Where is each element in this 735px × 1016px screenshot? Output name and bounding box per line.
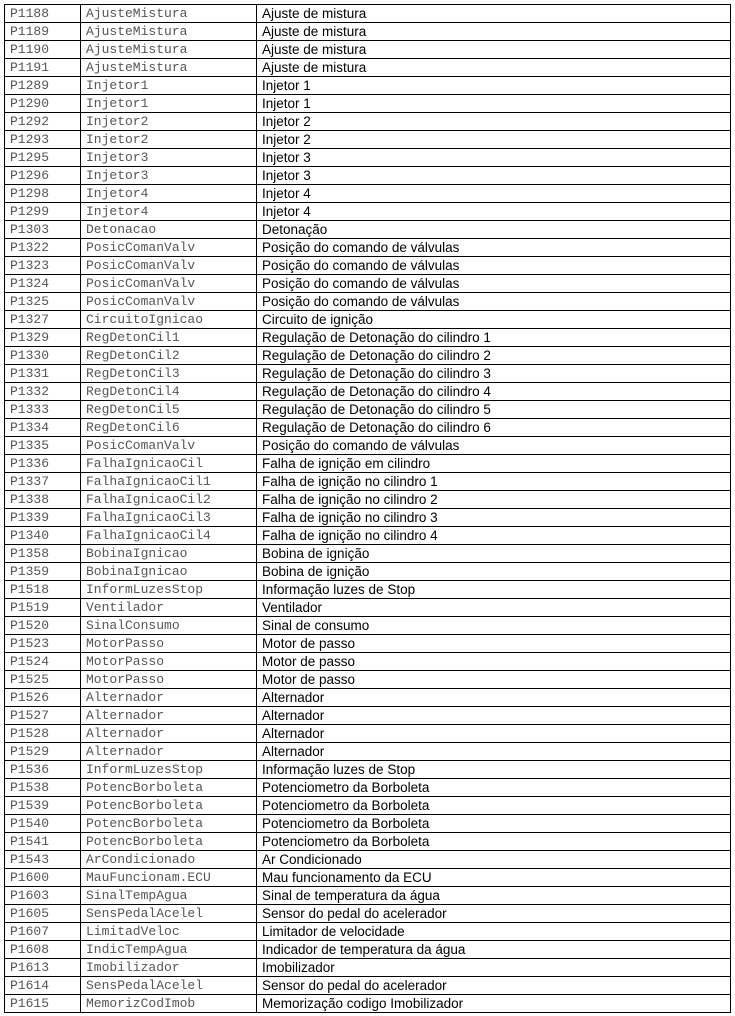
table-row bbox=[5, 797, 731, 815]
table-row bbox=[5, 635, 731, 653]
fault-description: Motor de passo bbox=[257, 671, 731, 689]
fault-description: Limitador de velocidade bbox=[257, 923, 731, 941]
fault-description: Alternador bbox=[257, 689, 731, 707]
table-row bbox=[5, 365, 731, 383]
table-row bbox=[5, 815, 731, 833]
table-row bbox=[5, 869, 731, 887]
fault-name: PosicComanValv bbox=[81, 239, 257, 257]
fault-name: Injetor1 bbox=[81, 95, 257, 113]
fault-code: P1536 bbox=[5, 761, 81, 779]
fault-name: RegDetonCil1 bbox=[81, 329, 257, 347]
fault-name: Alternador bbox=[81, 707, 257, 725]
fault-name: Imobilizador bbox=[81, 959, 257, 977]
fault-code: P1333 bbox=[5, 401, 81, 419]
fault-description: Injetor 1 bbox=[257, 77, 731, 95]
table-row bbox=[5, 671, 731, 689]
fault-description: Ajuste de mistura bbox=[257, 59, 731, 77]
fault-description: Ventilador bbox=[257, 599, 731, 617]
fault-name: PotencBorboleta bbox=[81, 815, 257, 833]
fault-description: Injetor 3 bbox=[257, 167, 731, 185]
fault-name: FalhaIgnicaoCil4 bbox=[81, 527, 257, 545]
table-row bbox=[5, 563, 731, 581]
fault-code: P1289 bbox=[5, 77, 81, 95]
fault-name: AjusteMistura bbox=[81, 23, 257, 41]
fault-name: FalhaIgnicaoCil3 bbox=[81, 509, 257, 527]
fault-name: CircuitoIgnicao bbox=[81, 311, 257, 329]
fault-description: Potenciometro da Borboleta bbox=[257, 833, 731, 851]
fault-name: MotorPasso bbox=[81, 671, 257, 689]
fault-code: P1605 bbox=[5, 905, 81, 923]
fault-description: Motor de passo bbox=[257, 653, 731, 671]
fault-code: P1332 bbox=[5, 383, 81, 401]
fault-name: RegDetonCil4 bbox=[81, 383, 257, 401]
fault-description: Sinal de temperatura da água bbox=[257, 887, 731, 905]
fault-description: Alternador bbox=[257, 707, 731, 725]
fault-code: P1520 bbox=[5, 617, 81, 635]
table-row bbox=[5, 113, 731, 131]
fault-description: Posição do comando de válvulas bbox=[257, 239, 731, 257]
fault-code: P1303 bbox=[5, 221, 81, 239]
fault-code: P1518 bbox=[5, 581, 81, 599]
fault-description: Regulação de Detonação do cilindro 1 bbox=[257, 329, 731, 347]
table-row bbox=[5, 77, 731, 95]
table-row bbox=[5, 203, 731, 221]
fault-description: Motor de passo bbox=[257, 635, 731, 653]
table-row bbox=[5, 185, 731, 203]
table-row bbox=[5, 239, 731, 257]
fault-name: LimitadVeloc bbox=[81, 923, 257, 941]
fault-name: SensPedalAcelel bbox=[81, 977, 257, 995]
fault-description: Injetor 3 bbox=[257, 149, 731, 167]
fault-code: P1299 bbox=[5, 203, 81, 221]
table-row bbox=[5, 383, 731, 401]
fault-name: AjusteMistura bbox=[81, 5, 257, 23]
table-row bbox=[5, 455, 731, 473]
fault-code: P1527 bbox=[5, 707, 81, 725]
fault-name: RegDetonCil6 bbox=[81, 419, 257, 437]
fault-name: RegDetonCil5 bbox=[81, 401, 257, 419]
fault-description: Informação luzes de Stop bbox=[257, 581, 731, 599]
table-row bbox=[5, 491, 731, 509]
fault-name: MauFuncionam.ECU bbox=[81, 869, 257, 887]
fault-description: Detonação bbox=[257, 221, 731, 239]
fault-description: Regulação de Detonação do cilindro 2 bbox=[257, 347, 731, 365]
fault-description: Posição do comando de válvulas bbox=[257, 275, 731, 293]
table-row bbox=[5, 329, 731, 347]
fault-name: FalhaIgnicaoCil2 bbox=[81, 491, 257, 509]
fault-description: Injetor 2 bbox=[257, 113, 731, 131]
fault-name: Injetor2 bbox=[81, 113, 257, 131]
fault-description: Falha de ignição no cilindro 1 bbox=[257, 473, 731, 491]
table-row bbox=[5, 311, 731, 329]
fault-description: Regulação de Detonação do cilindro 5 bbox=[257, 401, 731, 419]
fault-name: BobinaIgnicao bbox=[81, 563, 257, 581]
fault-description: Injetor 2 bbox=[257, 131, 731, 149]
fault-code: P1189 bbox=[5, 23, 81, 41]
fault-name: Ventilador bbox=[81, 599, 257, 617]
table-row bbox=[5, 221, 731, 239]
fault-code: P1524 bbox=[5, 653, 81, 671]
fault-code: P1335 bbox=[5, 437, 81, 455]
fault-code: P1525 bbox=[5, 671, 81, 689]
fault-name: MotorPasso bbox=[81, 653, 257, 671]
fault-code: P1541 bbox=[5, 833, 81, 851]
table-row bbox=[5, 905, 731, 923]
table-row bbox=[5, 887, 731, 905]
fault-code: P1603 bbox=[5, 887, 81, 905]
fault-description: Posição do comando de válvulas bbox=[257, 437, 731, 455]
fault-description: Regulação de Detonação do cilindro 6 bbox=[257, 419, 731, 437]
fault-description: Informação luzes de Stop bbox=[257, 761, 731, 779]
fault-name: InformLuzesStop bbox=[81, 581, 257, 599]
table-row bbox=[5, 437, 731, 455]
fault-name: BobinaIgnicao bbox=[81, 545, 257, 563]
fault-name: Detonacao bbox=[81, 221, 257, 239]
fault-code: P1296 bbox=[5, 167, 81, 185]
table-row bbox=[5, 167, 731, 185]
table-row bbox=[5, 23, 731, 41]
fault-code: P1322 bbox=[5, 239, 81, 257]
fault-name: AjusteMistura bbox=[81, 59, 257, 77]
fault-name: RegDetonCil3 bbox=[81, 365, 257, 383]
fault-name: Injetor3 bbox=[81, 167, 257, 185]
fault-code: P1329 bbox=[5, 329, 81, 347]
fault-description: Circuito de ignição bbox=[257, 311, 731, 329]
fault-code: P1358 bbox=[5, 545, 81, 563]
fault-code: P1539 bbox=[5, 797, 81, 815]
fault-name: PosicComanValv bbox=[81, 293, 257, 311]
fault-code: P1295 bbox=[5, 149, 81, 167]
fault-description: Falha de ignição em cilindro bbox=[257, 455, 731, 473]
fault-name: SinalConsumo bbox=[81, 617, 257, 635]
fault-code: P1293 bbox=[5, 131, 81, 149]
fault-description: Falha de ignição no cilindro 3 bbox=[257, 509, 731, 527]
fault-code: P1529 bbox=[5, 743, 81, 761]
fault-code: P1528 bbox=[5, 725, 81, 743]
fault-code: P1334 bbox=[5, 419, 81, 437]
table-row bbox=[5, 293, 731, 311]
table-row bbox=[5, 689, 731, 707]
fault-description: Ar Condicionado bbox=[257, 851, 731, 869]
fault-code: P1190 bbox=[5, 41, 81, 59]
fault-name: AjusteMistura bbox=[81, 41, 257, 59]
fault-description: Potenciometro da Borboleta bbox=[257, 815, 731, 833]
table-row bbox=[5, 59, 731, 77]
fault-description: Bobina de ignição bbox=[257, 545, 731, 563]
table-row bbox=[5, 851, 731, 869]
fault-name: Alternador bbox=[81, 743, 257, 761]
table-row bbox=[5, 401, 731, 419]
table-row bbox=[5, 743, 731, 761]
fault-code: P1331 bbox=[5, 365, 81, 383]
fault-code: P1615 bbox=[5, 995, 81, 1013]
fault-code: P1600 bbox=[5, 869, 81, 887]
fault-description: Falha de ignição no cilindro 4 bbox=[257, 527, 731, 545]
fault-code: P1540 bbox=[5, 815, 81, 833]
table-row bbox=[5, 707, 731, 725]
fault-code: P1188 bbox=[5, 5, 81, 23]
fault-code: P1327 bbox=[5, 311, 81, 329]
fault-description: Sensor do pedal do acelerador bbox=[257, 977, 731, 995]
fault-description: Indicador de temperatura da água bbox=[257, 941, 731, 959]
table-row bbox=[5, 275, 731, 293]
table-row bbox=[5, 347, 731, 365]
table-row bbox=[5, 545, 731, 563]
fault-description: Bobina de ignição bbox=[257, 563, 731, 581]
fault-code: P1340 bbox=[5, 527, 81, 545]
fault-code: P1359 bbox=[5, 563, 81, 581]
fault-name: InformLuzesStop bbox=[81, 761, 257, 779]
fault-code: P1337 bbox=[5, 473, 81, 491]
fault-name: Alternador bbox=[81, 725, 257, 743]
fault-name: MotorPasso bbox=[81, 635, 257, 653]
table-row bbox=[5, 977, 731, 995]
table-row bbox=[5, 941, 731, 959]
table-row bbox=[5, 959, 731, 977]
table-row bbox=[5, 527, 731, 545]
fault-name: SinalTempAgua bbox=[81, 887, 257, 905]
fault-description: Regulação de Detonação do cilindro 3 bbox=[257, 365, 731, 383]
fault-name: PosicComanValv bbox=[81, 257, 257, 275]
fault-code: P1523 bbox=[5, 635, 81, 653]
table-row bbox=[5, 5, 731, 23]
fault-code: P1330 bbox=[5, 347, 81, 365]
fault-code: P1519 bbox=[5, 599, 81, 617]
fault-name: PotencBorboleta bbox=[81, 797, 257, 815]
fault-description: Potenciometro da Borboleta bbox=[257, 779, 731, 797]
fault-code: P1614 bbox=[5, 977, 81, 995]
fault-description: Imobilizador bbox=[257, 959, 731, 977]
fault-code: P1613 bbox=[5, 959, 81, 977]
table-row bbox=[5, 599, 731, 617]
fault-name: MemorizCodImob bbox=[81, 995, 257, 1013]
fault-name: Injetor3 bbox=[81, 149, 257, 167]
fault-description: Potenciometro da Borboleta bbox=[257, 797, 731, 815]
fault-description: Sensor do pedal do acelerador bbox=[257, 905, 731, 923]
fault-code: P1290 bbox=[5, 95, 81, 113]
fault-description: Alternador bbox=[257, 725, 731, 743]
fault-code: P1608 bbox=[5, 941, 81, 959]
table-row bbox=[5, 95, 731, 113]
table-row bbox=[5, 725, 731, 743]
fault-code: P1538 bbox=[5, 779, 81, 797]
fault-description: Mau funcionamento da ECU bbox=[257, 869, 731, 887]
fault-code: P1526 bbox=[5, 689, 81, 707]
fault-code: P1336 bbox=[5, 455, 81, 473]
fault-code: P1607 bbox=[5, 923, 81, 941]
fault-name: ArCondicionado bbox=[81, 851, 257, 869]
fault-code-table bbox=[4, 4, 731, 1013]
fault-description: Injetor 1 bbox=[257, 95, 731, 113]
fault-name: PotencBorboleta bbox=[81, 779, 257, 797]
fault-name: PosicComanValv bbox=[81, 437, 257, 455]
fault-description: Alternador bbox=[257, 743, 731, 761]
fault-name: Injetor2 bbox=[81, 131, 257, 149]
fault-description: Posição do comando de válvulas bbox=[257, 293, 731, 311]
fault-description: Injetor 4 bbox=[257, 185, 731, 203]
table-row bbox=[5, 617, 731, 635]
fault-description: Ajuste de mistura bbox=[257, 23, 731, 41]
fault-description: Regulação de Detonação do cilindro 4 bbox=[257, 383, 731, 401]
fault-code: P1324 bbox=[5, 275, 81, 293]
fault-name: FalhaIgnicaoCil1 bbox=[81, 473, 257, 491]
table-row bbox=[5, 473, 731, 491]
fault-name: Alternador bbox=[81, 689, 257, 707]
fault-description: Injetor 4 bbox=[257, 203, 731, 221]
table-row bbox=[5, 149, 731, 167]
table-row bbox=[5, 995, 731, 1013]
fault-code: P1292 bbox=[5, 113, 81, 131]
fault-name: Injetor1 bbox=[81, 77, 257, 95]
table-row bbox=[5, 131, 731, 149]
table-row bbox=[5, 779, 731, 797]
fault-code: P1323 bbox=[5, 257, 81, 275]
fault-code: P1543 bbox=[5, 851, 81, 869]
fault-name: PosicComanValv bbox=[81, 275, 257, 293]
table-row bbox=[5, 653, 731, 671]
fault-name: PotencBorboleta bbox=[81, 833, 257, 851]
fault-description: Ajuste de mistura bbox=[257, 41, 731, 59]
table-row bbox=[5, 833, 731, 851]
fault-description: Posição do comando de válvulas bbox=[257, 257, 731, 275]
table-row bbox=[5, 41, 731, 59]
table-row bbox=[5, 581, 731, 599]
fault-name: SensPedalAcelel bbox=[81, 905, 257, 923]
fault-description: Memorização codigo Imobilizador bbox=[257, 995, 731, 1013]
fault-description: Sinal de consumo bbox=[257, 617, 731, 635]
fault-code: P1298 bbox=[5, 185, 81, 203]
fault-name: FalhaIgnicaoCil bbox=[81, 455, 257, 473]
fault-code: P1339 bbox=[5, 509, 81, 527]
table-row bbox=[5, 761, 731, 779]
table-row bbox=[5, 923, 731, 941]
fault-code: P1338 bbox=[5, 491, 81, 509]
fault-code: P1191 bbox=[5, 59, 81, 77]
table-row bbox=[5, 419, 731, 437]
fault-code: P1325 bbox=[5, 293, 81, 311]
table-row bbox=[5, 509, 731, 527]
fault-description: Falha de ignição no cilindro 2 bbox=[257, 491, 731, 509]
fault-name: Injetor4 bbox=[81, 203, 257, 221]
fault-name: Injetor4 bbox=[81, 185, 257, 203]
fault-name: RegDetonCil2 bbox=[81, 347, 257, 365]
fault-description: Ajuste de mistura bbox=[257, 5, 731, 23]
table-row bbox=[5, 257, 731, 275]
fault-name: IndicTempAgua bbox=[81, 941, 257, 959]
